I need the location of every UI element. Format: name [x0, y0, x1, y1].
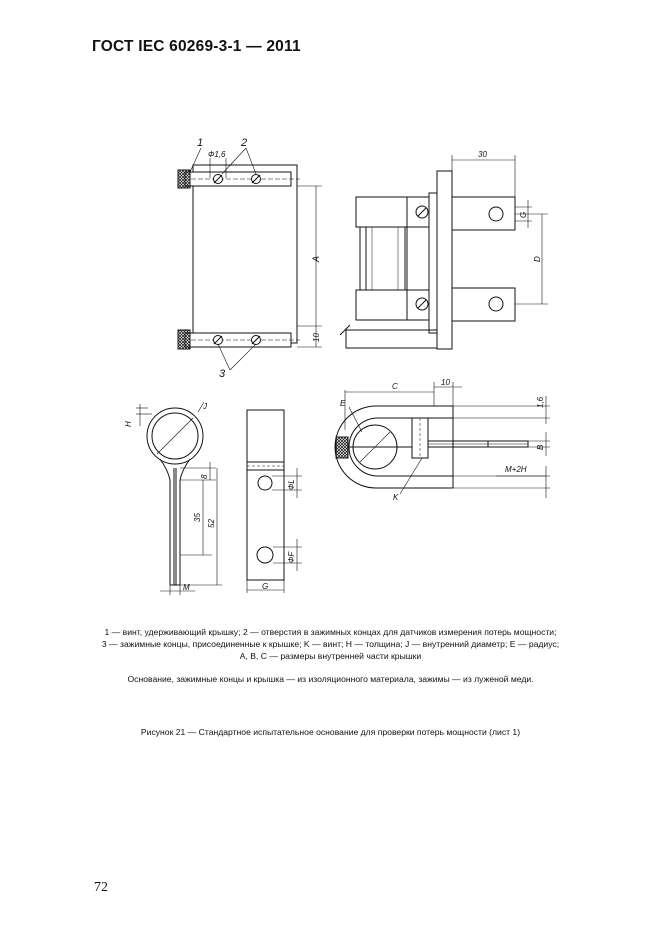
terminal-view	[247, 410, 302, 593]
side-view	[340, 155, 548, 349]
dim-phi-l: ФL	[287, 479, 296, 490]
dim-b: B	[536, 444, 545, 450]
dim-e: E	[340, 399, 346, 408]
dim-m: M	[183, 583, 190, 592]
dim-8: 8	[200, 474, 209, 479]
dim-m-plus-2h: M+2H	[505, 465, 527, 474]
figure-legend	[100, 626, 561, 662]
dim-g-bottom: G	[262, 582, 269, 591]
dim-52: 52	[207, 519, 216, 528]
callout-3: 3	[219, 368, 226, 380]
page-number: 72	[94, 880, 108, 895]
dim-k: K	[393, 493, 399, 502]
dim-j: J	[203, 402, 207, 411]
figure-caption: Рисунок 21 — Стандартное испытательное основание для проверки потерь мощности (лист 1)	[140, 727, 521, 737]
dim-hole-diameter: Ф1,6	[208, 150, 226, 159]
legend-line-3: A, B, C — размеры внутренней части крышки	[239, 651, 422, 661]
dim-10-left: 10	[312, 333, 321, 342]
dim-g-right: G	[519, 211, 528, 218]
material-note: Основание, зажимные концы и крышка — из изоляционного материала, зажимы — из луженой меди.	[127, 674, 534, 684]
cover-view	[335, 382, 550, 498]
callout-1: 1	[197, 137, 204, 149]
clamp-view	[136, 402, 222, 595]
dim-a: A	[311, 255, 321, 262]
callout-2: 2	[241, 137, 248, 149]
front-view	[178, 148, 322, 370]
legend-line-2: 3 — зажимные концы, присоединенные к крышке; K — винт; H — толщина; J — внутренний диаметр; E — радиус;	[101, 639, 560, 649]
dim-1-6: 1,6	[536, 396, 545, 408]
dim-h: H	[124, 421, 133, 427]
legend-line-1: 1 — винт, удерживающий крышку; 2 — отверстия в зажимных концах для датчиков измерения потерь мощности;	[104, 627, 557, 637]
dim-30: 30	[478, 150, 487, 159]
dim-10-top: 10	[441, 378, 450, 387]
dim-phi-f: ФF	[287, 551, 296, 563]
dim-c: C	[392, 382, 398, 391]
dim-d: D	[533, 256, 542, 262]
dim-35: 35	[193, 513, 202, 522]
document-header: ГОСТ IEC 60269-3-1 — 2011	[92, 38, 301, 55]
